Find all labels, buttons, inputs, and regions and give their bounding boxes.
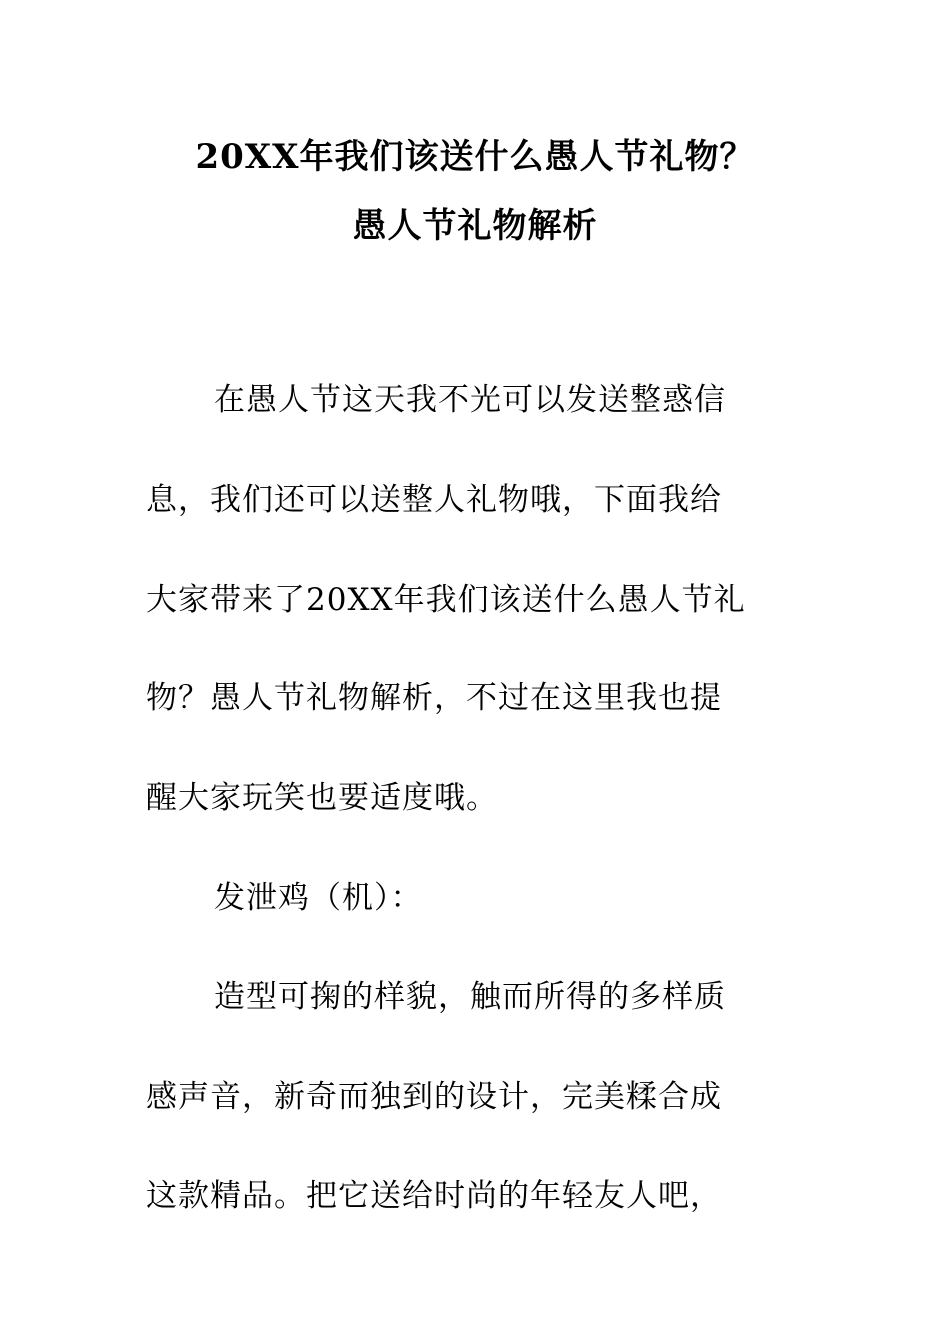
paragraph-line: 物？愚人节礼物解析，不过在这里我也提 (146, 680, 722, 716)
document-title-line-1: 20XX年我们该送什么愚人节礼物？ (195, 137, 755, 177)
paragraph-line: 这款精品。把它送给时尚的年轻友人吧， (146, 1178, 722, 1214)
document-title-line-2: 愚人节礼物解析 (352, 206, 598, 246)
section-heading: 发泄鸡（机）： (214, 880, 423, 916)
paragraph-line: 在愚人节这天我不光可以发送整惑信 (214, 382, 726, 418)
paragraph-line: 息，我们还可以送整人礼物哦，下面我给 (146, 482, 722, 518)
paragraph-line: 大家带来了20XX年我们该送什么愚人节礼 (146, 582, 746, 618)
paragraph-line: 醒大家玩笑也要适度哦。 (146, 780, 498, 816)
paragraph-line: 造型可掬的样貌，触而所得的多样质 (214, 979, 726, 1015)
paragraph-line: 感声音，新奇而独到的设计，完美糅合成 (146, 1079, 722, 1115)
